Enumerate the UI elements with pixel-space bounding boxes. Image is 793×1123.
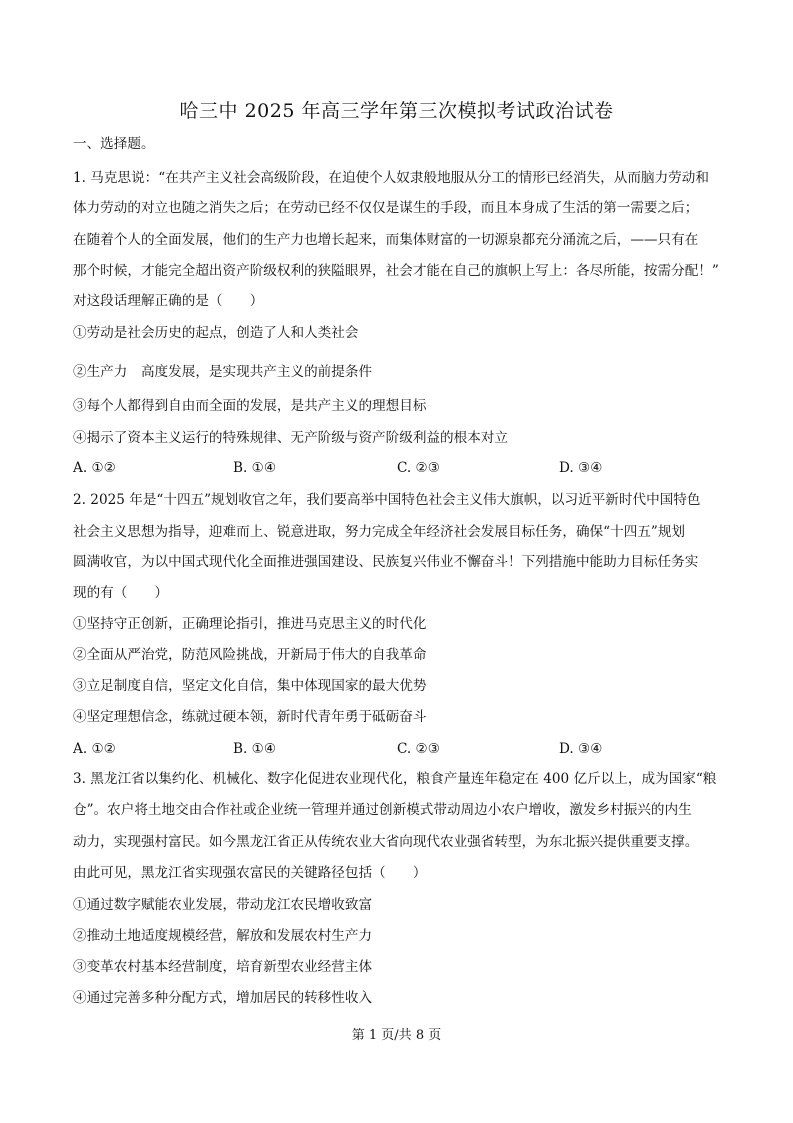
q3-item: ③变革农村基本经营制度，培育新型农业经营主体 [73, 959, 373, 975]
q1-stem-line: 那个时候，才能完全超出资产阶级权利的狭隘眼界，社会才能在自己的旗帜上写上：各尽所能，按需分配！” [73, 263, 719, 279]
q1-item: ②生产力 高度发展，是实现共产主义的前提条件 [73, 364, 373, 380]
q1-item: ④揭示了资本主义运行的特殊规律、无产阶级与资产阶级利益的根本对立 [73, 430, 508, 446]
q2-option-d: D. ③④ [559, 741, 603, 757]
page-title: 哈三中 2025 年高三学年第三次模拟考试政治试卷 [179, 100, 614, 122]
q1-item: ①劳动是社会历史的起点，创造了人和人类社会 [73, 325, 359, 341]
q2-stem-line: 社会主义思想为指导，迎难而上、锐意进取，努力完成全年经济社会发展目标任务，确保“十四五”规划 [73, 524, 686, 540]
q2-item: ①坚持守正创新，正确理论指引，推进马克思主义的时代化 [73, 616, 427, 632]
q1-option-c: C. ②③ [397, 460, 440, 476]
q1-option-a: A. ①② [73, 460, 116, 476]
q3-stem-line: 仓”。农户将土地交由合作社或企业统一管理并通过创新模式带动周边小农户增收，激发乡村振兴的内生 [73, 802, 692, 818]
q1-stem-line: 1. 马克思说：“在共产主义社会高级阶段，在迫使个人奴隶般地服从分工的情形已经消失，从而脑力劳动和 [73, 170, 709, 186]
q2-option-c: C. ②③ [397, 741, 440, 757]
q1-stem-line: 体力劳动的对立也随之消失之后；在劳动已经不仅仅是谋生的手段，而且本身成了生活的第一需要之后； [73, 200, 699, 216]
q1-stem-line: 对这段话理解正确的是（ ） [73, 293, 264, 309]
q1-item: ③每个人都得到自由而全面的发展，是共产主义的理想目标 [73, 398, 427, 414]
q2-stem-line: 现的有（ ） [73, 585, 169, 601]
q2-option-b: B. ①④ [233, 741, 277, 757]
q2-item: ③立足制度自信，坚定文化自信，集中体现国家的最大优势 [73, 678, 427, 694]
q3-item: ④通过完善多种分配方式，增加居民的转移性收入 [73, 990, 373, 1006]
q1-option-b: B. ①④ [233, 460, 277, 476]
section-heading: 一、选择题。 [73, 136, 155, 152]
page-number: 第 1 页/共 8 页 [351, 1028, 442, 1043]
q2-stem-line: 圆满收官，为以中国式现代化全面推进强国建设、民族复兴伟业不懈奋斗！下列措施中能助力目标任务实 [73, 554, 699, 570]
q1-option-d: D. ③④ [559, 460, 603, 476]
q3-stem-line: 动力，实现强村富民。如今黑龙江省正从传统农业大省向现代农业强省转型，为东北振兴提供重要支撑。 [73, 834, 699, 850]
q3-stem-line: 3. 黑龙江省以集约化、机械化、数字化促进农业现代化，粮食产量连年稳定在 400 亿斤以上，成为国家“粮 [73, 771, 717, 787]
q2-option-a: A. ①② [73, 741, 116, 757]
q1-stem-line: 在随着个人的全面发展，他们的生产力也增长起来，而集体财富的一切源泉都充分涌流之后，——只有在 [73, 232, 699, 248]
q2-item: ④坚定理想信念，练就过硬本领，新时代青年勇于砥砺奋斗 [73, 709, 427, 725]
q3-stem-line: 由此可见，黑龙江省实现强农富民的关键路径包括（ ） [73, 865, 427, 881]
q2-item: ②全面从严治党，防范风险挑战，开新局于伟大的自我革命 [73, 647, 427, 663]
q2-stem-line: 2. 2025 年是“十四五”规划收官之年，我们要高举中国特色社会主义伟大旗帜，以习近平新时代中国特色 [73, 492, 701, 508]
q3-item: ②推动土地适度规模经营，解放和发展农村生产力 [73, 928, 373, 944]
q3-item: ①通过数字赋能农业发展，带动龙江农民增收致富 [73, 897, 373, 913]
